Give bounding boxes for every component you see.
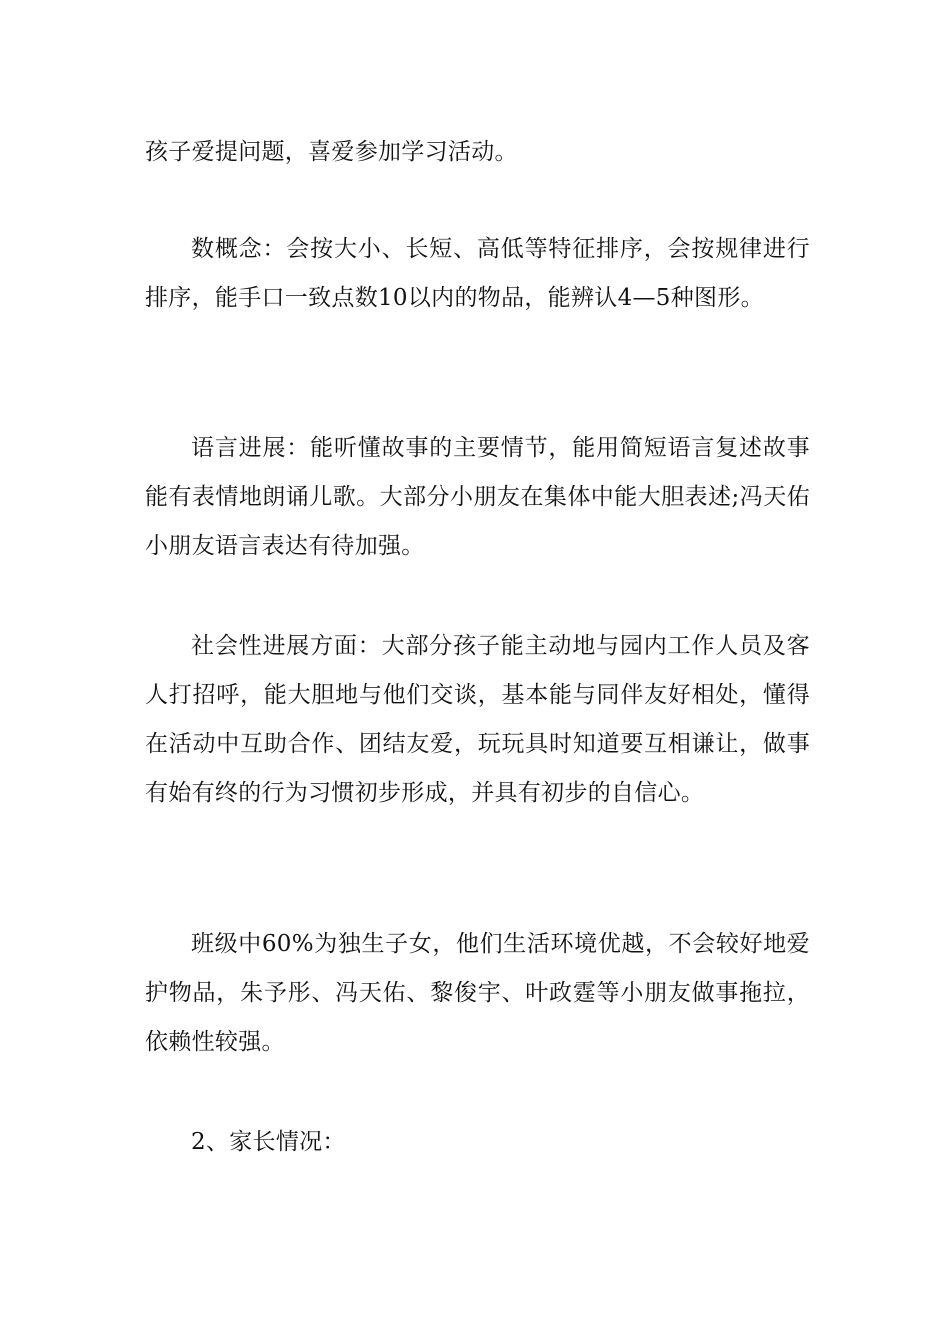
paragraph-only-children: 班级中60%为独生子女，他们生活环境优越，不会较好地爱护物品，朱予彤、冯天佑、黎俊宇、叶政霆等小朋友做事拖拉，依赖性较强。 <box>145 931 810 1055</box>
paragraph-continuation: 孩子爱提问题，喜爱参加学习活动。 <box>145 139 518 165</box>
paragraph-number-concept: 数概念：会按大小、长短、高低等特征排序，会按规律进行排序，能手口一致点数10以内的物品，能辨认4—5种图形。 <box>145 236 810 311</box>
paragraph-language-development: 语言进展：能听懂故事的主要情节，能用简短语言复述故事能有表情地朗诵儿歌。大部分小朋友在集体中能大胆表述;冯天佑小朋友语言表达有待加强。 <box>145 435 810 559</box>
paragraph-social-development: 社会性进展方面：大部分孩子能主动地与园内工作人员及客人打招呼，能大胆地与他们交谈，基本能与同伴友好相处，懂得在活动中互助合作、团结友爱，玩玩具时知道要互相谦让，做事有始有终的行为习惯初步形成，并具有初步的自信心。 <box>145 633 810 806</box>
section-heading-parents: 2、家长情况： <box>191 1129 346 1155</box>
